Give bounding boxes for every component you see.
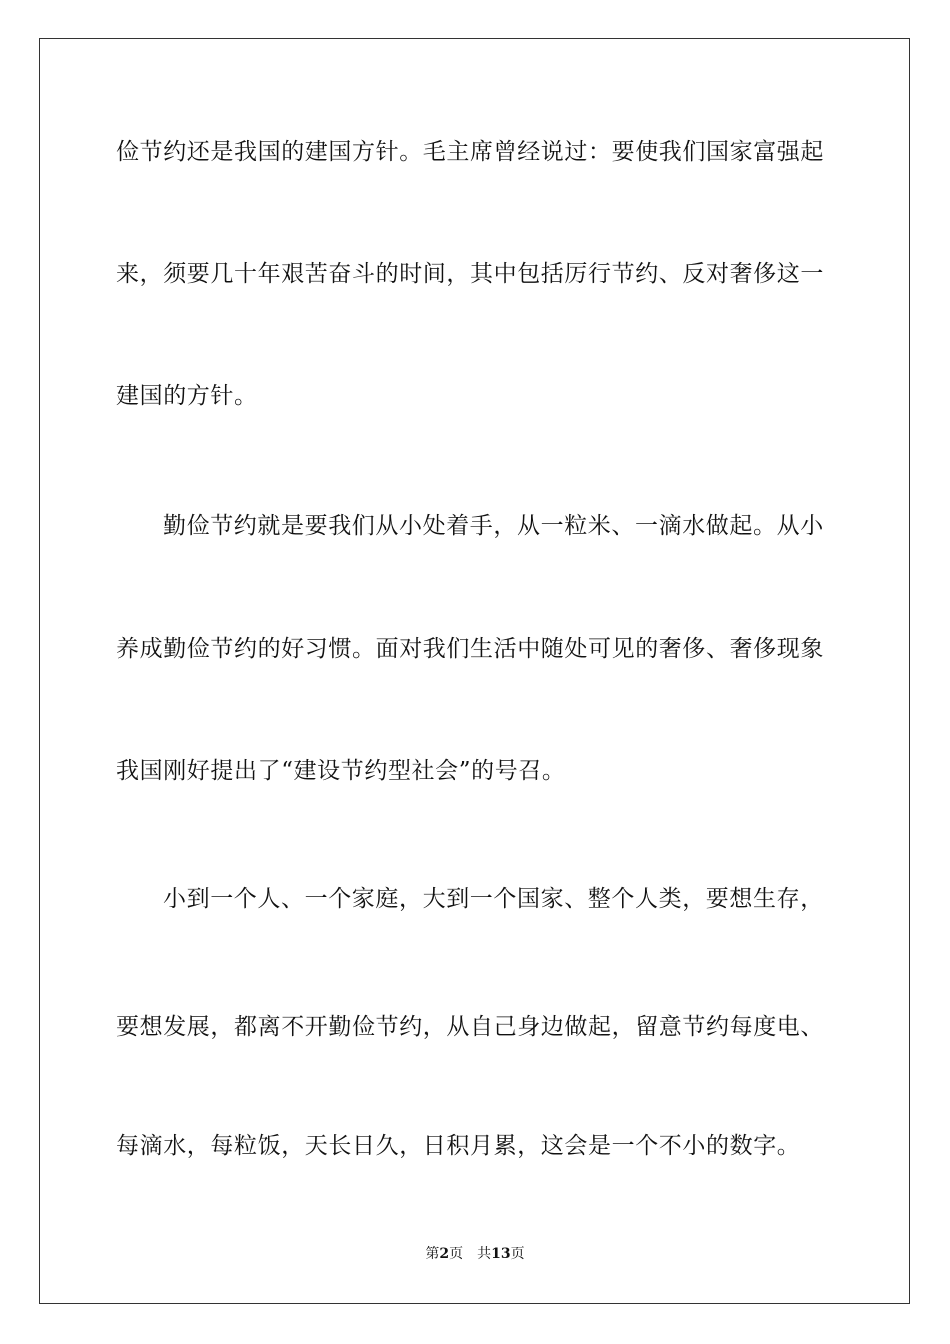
paragraph-line-3: 建国的方针。 — [116, 383, 258, 409]
paragraph-line-6: 我国刚好提出了“建设节约型社会”的号召。 — [116, 758, 566, 784]
footer-prefix: 第 — [425, 1246, 440, 1262]
page-footer — [0, 1245, 950, 1263]
paragraph-line-4: 勤俭节约就是要我们从小处着手，从一粒米、一滴水做起。从小 — [163, 513, 824, 539]
footer-total-prefix: 共 — [477, 1246, 492, 1262]
paragraph-line-7: 小到一个人、一个家庭，大到一个国家、整个人类，要想生存， — [163, 886, 824, 912]
paragraph-line-8: 要想发展，都离不开勤俭节约，从自己身边做起，留意节约每度电、 — [116, 1014, 824, 1040]
page-border — [39, 38, 910, 1304]
footer-total-suffix: 页 — [510, 1246, 525, 1262]
paragraph-line-9: 每滴水，每粒饭，天长日久，日积月累，这会是一个不小的数字。 — [116, 1133, 801, 1159]
footer-page-suffix: 页 — [449, 1246, 464, 1262]
paragraph-line-2: 来，须要几十年艰苦奋斗的时间，其中包括厉行节约、反对奢侈这一 — [116, 261, 824, 287]
total-page-number: 13 — [491, 1246, 511, 1262]
paragraph-line-1: 俭节约还是我国的建国方针。毛主席曾经说过：要使我们国家富强起 — [116, 139, 824, 165]
current-page-number: 2 — [439, 1246, 450, 1262]
paragraph-line-5: 养成勤俭节约的好习惯。面对我们生活中随处可见的奢侈、奢侈现象 — [116, 636, 824, 662]
